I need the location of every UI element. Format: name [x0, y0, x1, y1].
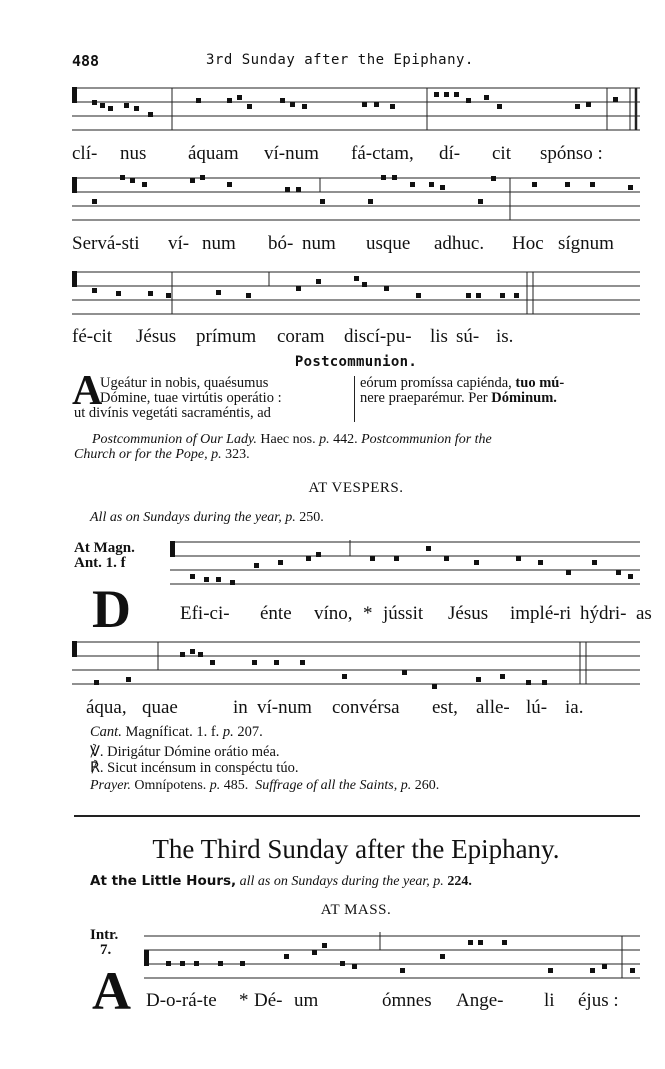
- vespers-note: [90, 510, 324, 525]
- drop-cap: D: [92, 579, 131, 639]
- text-span: p.: [209, 778, 221, 793]
- syllable: spónso :: [540, 143, 603, 164]
- syllable: convérsa: [332, 697, 400, 718]
- syllable: implé-ri: [510, 603, 572, 624]
- text-line: [360, 391, 642, 406]
- versicle-icon: ℣.: [90, 744, 104, 760]
- syllable: fá-ctam,: [351, 143, 414, 164]
- syllable: éjus :: [578, 990, 619, 1011]
- syllable: ví-: [168, 233, 190, 254]
- syllable: *: [363, 603, 373, 624]
- text-span: 323.: [221, 447, 250, 462]
- text-span: Haec nos.: [256, 432, 320, 447]
- lyric-line-6: [146, 990, 640, 1014]
- syllable: lis: [430, 326, 448, 347]
- little-hours-note: [90, 874, 472, 889]
- syllable: nus: [120, 143, 147, 164]
- syllable: usque: [366, 233, 411, 254]
- chant-staff-5: [72, 636, 640, 694]
- syllable: víno,: [314, 603, 353, 624]
- text-span: 224.: [443, 874, 472, 889]
- syllable: as: [636, 603, 652, 624]
- vespers-heading: AT VESPERS.: [308, 480, 404, 496]
- text-span: 260.: [411, 778, 440, 793]
- syllable: ví-num: [257, 697, 312, 718]
- syllable: Hoc: [512, 233, 544, 254]
- syllable: *: [239, 990, 249, 1011]
- chant-staff-4: [170, 536, 640, 594]
- lyric-line-1: [72, 143, 640, 167]
- syllable: in: [233, 697, 248, 718]
- text-line: [360, 376, 642, 391]
- text-span: Omnípotens.: [130, 778, 210, 793]
- text-line: 7.: [100, 942, 112, 958]
- syllable: prímum: [196, 326, 257, 347]
- section-divider: [74, 815, 640, 817]
- syllable: ia.: [565, 697, 584, 718]
- mass-heading: AT MASS.: [320, 902, 392, 918]
- text-span: nere praeparémur. Per: [360, 390, 492, 406]
- syllable: um: [294, 990, 319, 1011]
- text-line: [74, 432, 642, 447]
- running-header: [72, 52, 640, 72]
- syllable: Dé-: [254, 990, 283, 1011]
- syllable: sú-: [456, 326, 480, 347]
- drop-cap: A: [92, 961, 131, 1021]
- section-title: The Third Sunday after the Epiphany.: [152, 834, 560, 864]
- drop-cap: A: [72, 368, 103, 414]
- syllable: Servá-sti: [72, 233, 140, 254]
- text-span: Dóminum.: [491, 390, 557, 406]
- syllable: est,: [432, 697, 458, 718]
- text-span: 250.: [295, 510, 324, 525]
- text-span: 207.: [233, 724, 263, 740]
- syllable: alle-: [476, 697, 510, 718]
- chant-staff-3: [72, 266, 640, 324]
- syllable: li: [544, 990, 555, 1011]
- text-span: Dirigátur Dómine orátio méa.: [107, 744, 280, 760]
- postcommunion-note: [74, 432, 642, 462]
- syllable: dí-: [439, 143, 461, 164]
- text-span: Prayer.: [90, 778, 131, 793]
- syllable: jússit: [383, 603, 424, 624]
- syllable: ví-num: [264, 143, 319, 164]
- syllable: quae: [142, 697, 178, 718]
- syllable: lú-: [526, 697, 548, 718]
- text-span: All as on Sundays during the year, p.: [90, 510, 296, 525]
- syllable: coram: [277, 326, 325, 347]
- page-number: 488: [72, 52, 100, 70]
- syllable: bó-: [268, 233, 294, 254]
- syllable: áquam: [188, 143, 239, 164]
- text-span: 442.: [329, 432, 362, 447]
- syllable: D-o-rá-te: [146, 990, 217, 1011]
- text-span: Suffrage of all the Saints, p.: [255, 778, 412, 793]
- text-line: Dómine, tuae virtútis operátio :: [100, 390, 282, 406]
- text-line: Ant. 1. f: [74, 555, 126, 571]
- syllable: hýdri-: [580, 603, 627, 624]
- text-span: p.: [319, 432, 330, 447]
- vespers-rubrics: [90, 724, 439, 794]
- text-line: [90, 724, 439, 740]
- syllable: num: [302, 233, 336, 254]
- antiphon-label: [74, 541, 135, 571]
- lyric-line-5: [86, 697, 640, 721]
- syllable: ómnes: [382, 990, 432, 1011]
- syllable: énte: [260, 603, 292, 624]
- syllable: adhuc.: [434, 233, 485, 254]
- postcommunion-heading: Postcommunion.: [294, 354, 418, 370]
- column-divider: [354, 376, 355, 422]
- text-line: [90, 760, 439, 776]
- syllable: Jésus: [136, 326, 177, 347]
- text-line: Intr.: [90, 927, 119, 943]
- text-span: Cant.: [90, 724, 122, 740]
- syllable: sígnum: [558, 233, 614, 254]
- text-line: At Magn.: [74, 540, 135, 556]
- running-title: 3rd Sunday after the Epiphany.: [206, 52, 474, 68]
- text-span: 485.: [220, 778, 249, 793]
- syllable: Jésus: [448, 603, 489, 624]
- text-line: [90, 778, 439, 794]
- syllable: discí-pu-: [344, 326, 412, 347]
- postcommunion-col1-top: [100, 376, 350, 406]
- syllable: áqua,: [86, 697, 127, 718]
- text-span: 1. f.: [196, 724, 220, 740]
- syllable: clí-: [72, 143, 98, 164]
- text-span: Sicut incénsum in conspéctu túo.: [107, 760, 299, 776]
- text-span: Postcommunion of Our Lady.: [92, 432, 257, 447]
- syllable: Ange-: [456, 990, 504, 1011]
- text-span: Church or for the Pope, p.: [74, 447, 222, 462]
- text-line: ut divínis vegetáti sacraméntis, ad: [74, 405, 271, 421]
- text-span: all as on Sundays during the year, p.: [236, 874, 444, 889]
- syllable: cit: [492, 143, 511, 164]
- syllable: num: [202, 233, 236, 254]
- text-span: tuo mú-: [515, 375, 565, 391]
- lyric-line-2: [72, 233, 640, 257]
- lyric-line-4: [180, 603, 652, 627]
- text-span: eórum promíssa capiénda,: [360, 375, 516, 391]
- lyric-line-3: [72, 326, 640, 350]
- syllable: Efi-ci-: [180, 603, 230, 624]
- text-span: At the Little Hours,: [90, 873, 237, 889]
- chant-staff-2: [72, 172, 640, 230]
- introit-label: [90, 928, 118, 958]
- text-line: [74, 447, 642, 462]
- text-line: Ugeátur in nobis, quaésumus: [100, 375, 269, 391]
- response-icon: ℟.: [90, 760, 104, 776]
- text-line: [90, 744, 439, 760]
- text-span: Magníficat.: [121, 724, 197, 740]
- syllable: fé-cit: [72, 326, 113, 347]
- text-span: p.: [219, 724, 234, 740]
- syllable: is.: [496, 326, 514, 347]
- chant-staff-6: [144, 930, 640, 988]
- text-span: Postcommunion for the: [361, 432, 492, 447]
- chant-staff-1: [72, 82, 640, 140]
- postcommunion-col2: [360, 376, 642, 406]
